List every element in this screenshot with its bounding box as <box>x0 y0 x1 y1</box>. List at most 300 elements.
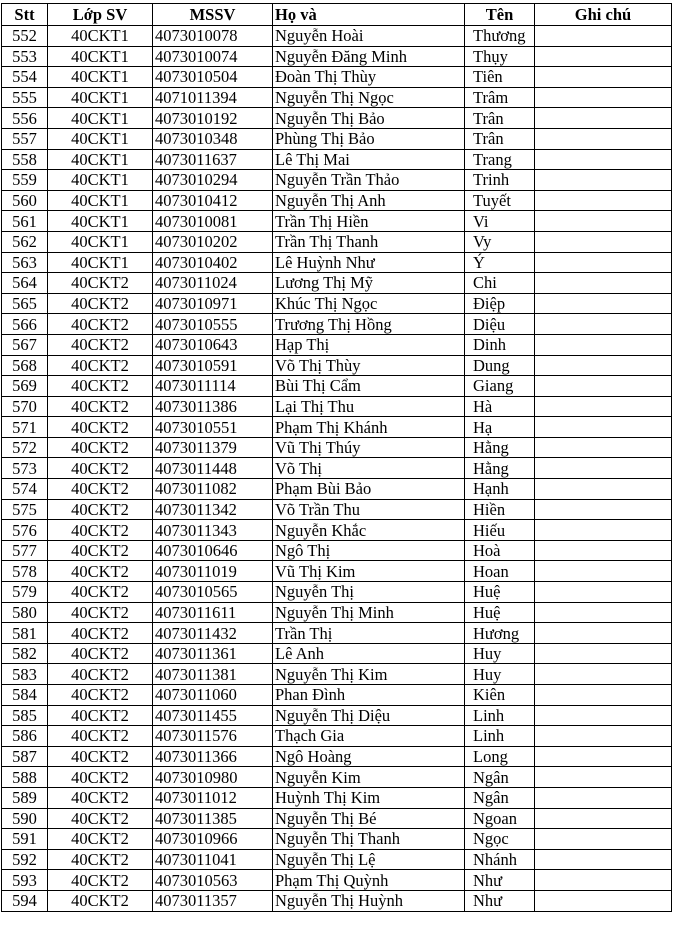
cell-notes <box>535 170 672 191</box>
cell-given-name: Như <box>465 890 535 911</box>
cell-class: 40CKT1 <box>48 252 153 273</box>
cell-given-name: Huệ <box>465 602 535 623</box>
cell-surname: Nguyễn Thị Ngọc <box>273 87 465 108</box>
cell-student-id: 4073010504 <box>153 67 273 88</box>
cell-class: 40CKT2 <box>48 273 153 294</box>
cell-class: 40CKT2 <box>48 808 153 829</box>
cell-given-name: Ngân <box>465 767 535 788</box>
table-row <box>2 190 672 211</box>
cell-class: 40CKT2 <box>48 829 153 850</box>
cell-surname: Vũ Thị Kim <box>273 561 465 582</box>
table-row <box>2 231 672 252</box>
cell-stt: 553 <box>2 46 48 67</box>
cell-notes <box>535 561 672 582</box>
cell-surname: Lê Thị Mai <box>273 149 465 170</box>
table-row <box>2 664 672 685</box>
cell-notes <box>535 190 672 211</box>
table-row <box>2 726 672 747</box>
cell-notes <box>535 685 672 706</box>
table-row <box>2 437 672 458</box>
cell-surname: Nguyễn Thị Lệ <box>273 849 465 870</box>
cell-class: 40CKT1 <box>48 67 153 88</box>
cell-notes <box>535 829 672 850</box>
cell-student-id: 4073011386 <box>153 396 273 417</box>
cell-notes <box>535 376 672 397</box>
cell-student-id: 4073010074 <box>153 46 273 67</box>
cell-surname: Phạm Thị Quỳnh <box>273 870 465 891</box>
cell-class: 40CKT2 <box>48 746 153 767</box>
cell-class: 40CKT1 <box>48 190 153 211</box>
table-row <box>2 787 672 808</box>
cell-notes <box>535 458 672 479</box>
cell-student-id: 4073010971 <box>153 293 273 314</box>
cell-surname: Võ Thị Thùy <box>273 355 465 376</box>
cell-notes <box>535 252 672 273</box>
cell-class: 40CKT2 <box>48 767 153 788</box>
cell-given-name: Diệu <box>465 314 535 335</box>
cell-surname: Trần Thị <box>273 623 465 644</box>
cell-student-id: 4073010565 <box>153 582 273 603</box>
cell-class: 40CKT2 <box>48 602 153 623</box>
cell-stt: 591 <box>2 829 48 850</box>
cell-notes <box>535 355 672 376</box>
table-row <box>2 499 672 520</box>
cell-stt: 557 <box>2 128 48 149</box>
cell-student-id: 4073010591 <box>153 355 273 376</box>
cell-surname: Nguyễn Hoài <box>273 26 465 47</box>
cell-student-id: 4071011394 <box>153 87 273 108</box>
cell-student-id: 4073011019 <box>153 561 273 582</box>
table-row <box>2 705 672 726</box>
cell-notes <box>535 787 672 808</box>
cell-given-name: Trinh <box>465 170 535 191</box>
cell-given-name: Hằng <box>465 458 535 479</box>
cell-stt: 555 <box>2 87 48 108</box>
cell-notes <box>535 746 672 767</box>
table-row <box>2 355 672 376</box>
cell-surname: Nguyễn Thị Bảo <box>273 108 465 129</box>
cell-given-name: Ngoan <box>465 808 535 829</box>
cell-notes <box>535 67 672 88</box>
cell-student-id: 4073010081 <box>153 211 273 232</box>
cell-stt: 571 <box>2 417 48 438</box>
cell-student-id: 4073010402 <box>153 252 273 273</box>
table-row <box>2 87 672 108</box>
table-row <box>2 746 672 767</box>
cell-student-id: 4073010202 <box>153 231 273 252</box>
table-row <box>2 849 672 870</box>
cell-stt: 592 <box>2 849 48 870</box>
cell-stt: 586 <box>2 726 48 747</box>
table-row <box>2 108 672 129</box>
cell-student-id: 4073011379 <box>153 437 273 458</box>
cell-stt: 583 <box>2 664 48 685</box>
cell-class: 40CKT2 <box>48 479 153 500</box>
cell-notes <box>535 437 672 458</box>
cell-student-id: 4073010555 <box>153 314 273 335</box>
cell-notes <box>535 46 672 67</box>
cell-given-name: Kiên <box>465 685 535 706</box>
cell-given-name: Huệ <box>465 582 535 603</box>
cell-given-name: Hương <box>465 623 535 644</box>
table-row <box>2 602 672 623</box>
cell-student-id: 4073011114 <box>153 376 273 397</box>
cell-class: 40CKT2 <box>48 293 153 314</box>
cell-student-id: 4073010966 <box>153 829 273 850</box>
table-row <box>2 252 672 273</box>
table-row <box>2 396 672 417</box>
cell-notes <box>535 870 672 891</box>
cell-class: 40CKT2 <box>48 890 153 911</box>
cell-student-id: 4073011432 <box>153 623 273 644</box>
cell-class: 40CKT2 <box>48 849 153 870</box>
cell-class: 40CKT2 <box>48 705 153 726</box>
cell-class: 40CKT2 <box>48 499 153 520</box>
table-row <box>2 149 672 170</box>
table-row <box>2 211 672 232</box>
cell-student-id: 4073010078 <box>153 26 273 47</box>
cell-class: 40CKT2 <box>48 334 153 355</box>
cell-given-name: Trang <box>465 149 535 170</box>
cell-student-id: 4073011024 <box>153 273 273 294</box>
cell-notes <box>535 499 672 520</box>
table-row <box>2 458 672 479</box>
cell-stt: 585 <box>2 705 48 726</box>
table-row <box>2 561 672 582</box>
cell-surname: Nguyễn Thị Diệu <box>273 705 465 726</box>
cell-notes <box>535 479 672 500</box>
cell-class: 40CKT2 <box>48 458 153 479</box>
cell-class: 40CKT1 <box>48 26 153 47</box>
cell-given-name: Hằng <box>465 437 535 458</box>
cell-surname: Bùi Thị Cẩm <box>273 376 465 397</box>
cell-stt: 566 <box>2 314 48 335</box>
cell-stt: 587 <box>2 746 48 767</box>
cell-notes <box>535 108 672 129</box>
cell-given-name: Huy <box>465 664 535 685</box>
cell-class: 40CKT1 <box>48 231 153 252</box>
cell-surname: Võ Thị <box>273 458 465 479</box>
table-header <box>2 4 672 26</box>
cell-stt: 578 <box>2 561 48 582</box>
cell-surname: Thạch Gia <box>273 726 465 747</box>
cell-given-name: Long <box>465 746 535 767</box>
header-surname: Họ và <box>273 4 465 26</box>
table-row <box>2 685 672 706</box>
cell-student-id: 4073010646 <box>153 540 273 561</box>
cell-student-id: 4073011576 <box>153 726 273 747</box>
cell-stt: 588 <box>2 767 48 788</box>
cell-class: 40CKT1 <box>48 87 153 108</box>
cell-class: 40CKT2 <box>48 355 153 376</box>
cell-surname: Phùng Thị Bảo <box>273 128 465 149</box>
cell-given-name: Hiền <box>465 499 535 520</box>
cell-stt: 581 <box>2 623 48 644</box>
table-row <box>2 170 672 191</box>
cell-student-id: 4073011385 <box>153 808 273 829</box>
cell-student-id: 4073011342 <box>153 499 273 520</box>
cell-student-id: 4073011448 <box>153 458 273 479</box>
cell-class: 40CKT2 <box>48 437 153 458</box>
cell-class: 40CKT2 <box>48 396 153 417</box>
cell-given-name: Tuyết <box>465 190 535 211</box>
cell-class: 40CKT1 <box>48 149 153 170</box>
cell-stt: 562 <box>2 231 48 252</box>
cell-stt: 574 <box>2 479 48 500</box>
cell-student-id: 4073010412 <box>153 190 273 211</box>
table-row <box>2 417 672 438</box>
cell-stt: 565 <box>2 293 48 314</box>
cell-given-name: Dung <box>465 355 535 376</box>
cell-class: 40CKT1 <box>48 211 153 232</box>
cell-student-id: 4073011366 <box>153 746 273 767</box>
cell-notes <box>535 726 672 747</box>
cell-stt: 560 <box>2 190 48 211</box>
cell-student-id: 4073011357 <box>153 890 273 911</box>
cell-student-id: 4073010294 <box>153 170 273 191</box>
header-stt: Stt <box>2 4 48 26</box>
cell-surname: Phạm Bùi Bảo <box>273 479 465 500</box>
cell-student-id: 4073010643 <box>153 334 273 355</box>
cell-notes <box>535 767 672 788</box>
cell-class: 40CKT2 <box>48 561 153 582</box>
cell-notes <box>535 87 672 108</box>
cell-notes <box>535 664 672 685</box>
table-row <box>2 26 672 47</box>
table-row <box>2 582 672 603</box>
cell-stt: 564 <box>2 273 48 294</box>
cell-student-id: 4073011455 <box>153 705 273 726</box>
cell-notes <box>535 396 672 417</box>
cell-stt: 582 <box>2 643 48 664</box>
cell-stt: 561 <box>2 211 48 232</box>
cell-stt: 556 <box>2 108 48 129</box>
cell-surname: Vũ Thị Thúy <box>273 437 465 458</box>
cell-stt: 567 <box>2 334 48 355</box>
table-row <box>2 890 672 911</box>
cell-notes <box>535 231 672 252</box>
cell-class: 40CKT1 <box>48 128 153 149</box>
table-row <box>2 623 672 644</box>
cell-student-id: 4073010551 <box>153 417 273 438</box>
cell-stt: 573 <box>2 458 48 479</box>
cell-surname: Nguyễn Thị Thanh <box>273 829 465 850</box>
cell-surname: Hạp Thị <box>273 334 465 355</box>
cell-class: 40CKT2 <box>48 520 153 541</box>
cell-stt: 577 <box>2 540 48 561</box>
cell-class: 40CKT2 <box>48 582 153 603</box>
cell-notes <box>535 334 672 355</box>
cell-given-name: Trâm <box>465 87 535 108</box>
cell-notes <box>535 273 672 294</box>
cell-stt: 580 <box>2 602 48 623</box>
cell-given-name: Như <box>465 870 535 891</box>
cell-notes <box>535 314 672 335</box>
cell-given-name: Vi <box>465 211 535 232</box>
cell-given-name: Hà <box>465 396 535 417</box>
cell-surname: Ngô Thị <box>273 540 465 561</box>
table-row <box>2 643 672 664</box>
table-row <box>2 540 672 561</box>
cell-stt: 569 <box>2 376 48 397</box>
cell-student-id: 4073011361 <box>153 643 273 664</box>
cell-surname: Nguyễn Khắc <box>273 520 465 541</box>
cell-given-name: Thụy <box>465 46 535 67</box>
cell-stt: 584 <box>2 685 48 706</box>
table-row <box>2 334 672 355</box>
table-row <box>2 767 672 788</box>
header-row <box>2 4 672 26</box>
cell-surname: Lê Huỳnh Như <box>273 252 465 273</box>
cell-surname: Nguyễn Đăng Minh <box>273 46 465 67</box>
cell-surname: Lê Anh <box>273 643 465 664</box>
cell-notes <box>535 520 672 541</box>
cell-notes <box>535 602 672 623</box>
cell-notes <box>535 211 672 232</box>
cell-surname: Nguyễn Thị Huỳnh <box>273 890 465 911</box>
cell-notes <box>535 705 672 726</box>
cell-given-name: Vy <box>465 231 535 252</box>
cell-surname: Phan Đình <box>273 685 465 706</box>
cell-surname: Nguyễn Thị Kim <box>273 664 465 685</box>
table-row <box>2 808 672 829</box>
cell-surname: Huỳnh Thị Kim <box>273 787 465 808</box>
cell-student-id: 4073011381 <box>153 664 273 685</box>
cell-surname: Khúc Thị Ngọc <box>273 293 465 314</box>
cell-surname: Phạm Thị Khánh <box>273 417 465 438</box>
cell-class: 40CKT1 <box>48 170 153 191</box>
cell-class: 40CKT2 <box>48 726 153 747</box>
cell-surname: Đoàn Thị Thùy <box>273 67 465 88</box>
cell-given-name: Tiên <box>465 67 535 88</box>
cell-notes <box>535 582 672 603</box>
cell-class: 40CKT2 <box>48 870 153 891</box>
cell-notes <box>535 540 672 561</box>
cell-stt: 570 <box>2 396 48 417</box>
cell-given-name: Chi <box>465 273 535 294</box>
cell-student-id: 4073011060 <box>153 685 273 706</box>
cell-notes <box>535 149 672 170</box>
header-given-name: Tên <box>465 4 535 26</box>
cell-given-name: Thương <box>465 26 535 47</box>
cell-surname: Võ Trần Thu <box>273 499 465 520</box>
cell-surname: Nguyễn Trần Thảo <box>273 170 465 191</box>
header-notes: Ghi chú <box>535 4 672 26</box>
header-class: Lớp SV <box>48 4 153 26</box>
cell-given-name: Hạnh <box>465 479 535 500</box>
cell-class: 40CKT1 <box>48 108 153 129</box>
table-row <box>2 293 672 314</box>
cell-student-id: 4073010348 <box>153 128 273 149</box>
table-row <box>2 128 672 149</box>
cell-notes <box>535 417 672 438</box>
cell-stt: 575 <box>2 499 48 520</box>
cell-surname: Nguyễn Thị Anh <box>273 190 465 211</box>
table-row <box>2 314 672 335</box>
table-row <box>2 829 672 850</box>
cell-student-id: 4073010980 <box>153 767 273 788</box>
cell-given-name: Dinh <box>465 334 535 355</box>
cell-stt: 563 <box>2 252 48 273</box>
cell-notes <box>535 808 672 829</box>
table-body <box>2 26 672 912</box>
table-row <box>2 870 672 891</box>
cell-surname: Ngô Hoàng <box>273 746 465 767</box>
cell-student-id: 4073011012 <box>153 787 273 808</box>
cell-given-name: Ngân <box>465 787 535 808</box>
cell-surname: Nguyễn Thị <box>273 582 465 603</box>
cell-given-name: Huy <box>465 643 535 664</box>
cell-stt: 576 <box>2 520 48 541</box>
cell-given-name: Hoan <box>465 561 535 582</box>
cell-class: 40CKT2 <box>48 685 153 706</box>
cell-given-name: Linh <box>465 705 535 726</box>
cell-notes <box>535 128 672 149</box>
cell-surname: Trần Thị Hiền <box>273 211 465 232</box>
cell-class: 40CKT2 <box>48 787 153 808</box>
cell-given-name: Ngọc <box>465 829 535 850</box>
cell-class: 40CKT2 <box>48 643 153 664</box>
cell-stt: 572 <box>2 437 48 458</box>
cell-notes <box>535 623 672 644</box>
header-student-id: MSSV <box>153 4 273 26</box>
cell-stt: 594 <box>2 890 48 911</box>
cell-student-id: 4073010192 <box>153 108 273 129</box>
cell-surname: Trần Thị Thanh <box>273 231 465 252</box>
cell-given-name: Nhánh <box>465 849 535 870</box>
cell-surname: Nguyễn Thị Bé <box>273 808 465 829</box>
cell-surname: Trương Thị Hồng <box>273 314 465 335</box>
cell-notes <box>535 643 672 664</box>
cell-stt: 568 <box>2 355 48 376</box>
cell-student-id: 4073011637 <box>153 149 273 170</box>
cell-surname: Lương Thị Mỹ <box>273 273 465 294</box>
cell-class: 40CKT1 <box>48 46 153 67</box>
cell-class: 40CKT2 <box>48 623 153 644</box>
cell-stt: 558 <box>2 149 48 170</box>
cell-given-name: Trân <box>465 128 535 149</box>
cell-stt: 552 <box>2 26 48 47</box>
cell-class: 40CKT2 <box>48 540 153 561</box>
cell-given-name: Trân <box>465 108 535 129</box>
cell-given-name: Ý <box>465 252 535 273</box>
table-row <box>2 67 672 88</box>
cell-notes <box>535 293 672 314</box>
cell-stt: 593 <box>2 870 48 891</box>
cell-student-id: 4073011343 <box>153 520 273 541</box>
cell-class: 40CKT2 <box>48 664 153 685</box>
cell-stt: 559 <box>2 170 48 191</box>
cell-notes <box>535 849 672 870</box>
table-row <box>2 273 672 294</box>
cell-stt: 554 <box>2 67 48 88</box>
cell-given-name: Hạ <box>465 417 535 438</box>
cell-class: 40CKT2 <box>48 376 153 397</box>
cell-surname: Nguyễn Thị Minh <box>273 602 465 623</box>
cell-given-name: Giang <box>465 376 535 397</box>
cell-stt: 589 <box>2 787 48 808</box>
cell-class: 40CKT2 <box>48 314 153 335</box>
cell-surname: Nguyễn Kim <box>273 767 465 788</box>
cell-student-id: 4073010563 <box>153 870 273 891</box>
cell-given-name: Hiếu <box>465 520 535 541</box>
student-table <box>1 3 672 912</box>
cell-stt: 579 <box>2 582 48 603</box>
table-row <box>2 46 672 67</box>
cell-student-id: 4073011611 <box>153 602 273 623</box>
cell-student-id: 4073011041 <box>153 849 273 870</box>
cell-surname: Lại Thị Thu <box>273 396 465 417</box>
